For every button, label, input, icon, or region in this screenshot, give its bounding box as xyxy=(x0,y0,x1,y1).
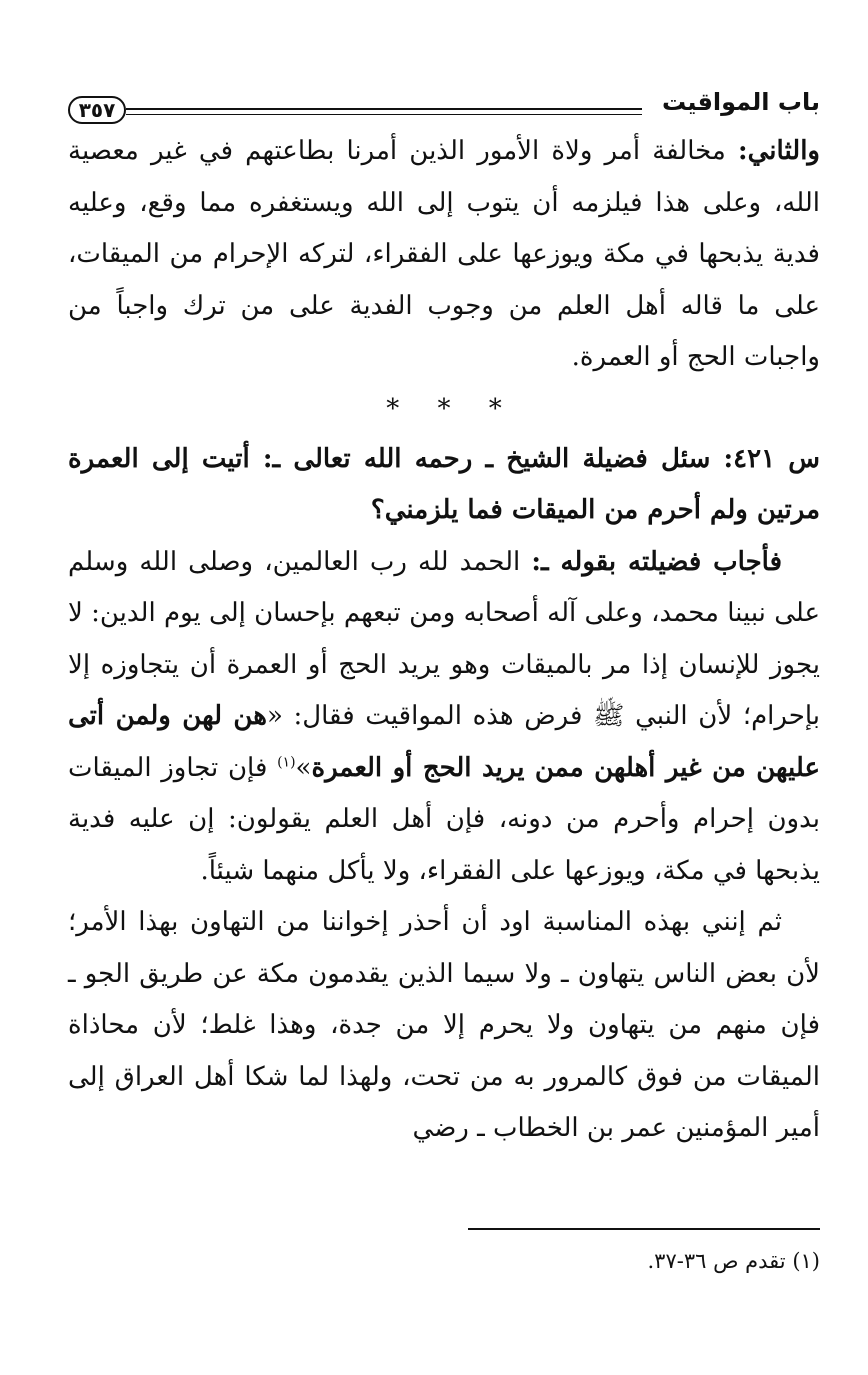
paragraph-second-point xyxy=(68,126,820,384)
answer-paragraph xyxy=(68,537,820,898)
hadith-close-quote: » xyxy=(295,752,312,783)
paragraph-text: مخالفة أمر ولاة الأمور الذين أمرنا بطاعتهم في غير معصية الله، وعلى هذا فيلزمه أن يتوب إلى الله ويستغفره مما وقع، وعليه فدية يذبحها في مكة ويوزعها على الفقراء، لتركه الإحرام من الميقات، على ما قاله أهل العلم من وجوب الفدية على من ترك واجباً من واجبات الحج أو العمرة. xyxy=(68,136,820,372)
question-heading: س ٤٢١: سئل فضيلة الشيخ ـ رحمه الله تعالى ـ: أتيت إلى العمرة مرتين ولم أحرم من الميقات فما يلزمني؟ xyxy=(68,443,820,525)
paragraph-lead: والثاني: xyxy=(738,136,820,166)
footnote-reference[interactable]: (١) xyxy=(277,753,296,770)
footnote-rule xyxy=(468,1228,820,1230)
answer-text-2: فإن تجاوز الميقات بدون إحرام وأحرم من دونه، فإن أهل العلم يقولون: إن عليه فدية يذبحها في مكة، ويوزعها على الفقراء، ولا يأكل منهما شيئاً. xyxy=(68,752,820,886)
chapter-title: باب المواقيت xyxy=(661,88,820,116)
section-separator: * * * xyxy=(386,393,502,424)
page-number: ٣٥٧ xyxy=(68,96,126,124)
warning-paragraph: ثم إنني بهذه المناسبة اود أن أحذر إخواننا من التهاون بهذا الأمر؛ لأن بعض الناس يتهاون ـ ولا سيما الذين يقدمون مكة عن طريق الجو ـ فإن منهم من يتهاون ولا يحرم إلا من جدة، وهذا غلط؛ لأن محاذاة الميقات من فوق كالمرور به من تحت، ولهذا لما شكا أهل العراق إلى أمير المؤمنين عمر بن الخطاب ـ رضي xyxy=(68,907,820,1143)
header-rule xyxy=(126,108,642,115)
hadith-quote: هن لهن ولمن أتى عليهن من غير أهلهن ممن يريد الحج أو العمرة xyxy=(68,701,820,783)
answer-lead: فأجاب فضيلته بقوله ـ: xyxy=(531,546,782,577)
answer-text-1: الحمد لله رب العالمين، وصلى الله وسلم على نبينا محمد، وعلى آله أصحابه ومن تبعهم بإحسان إلى يوم الدين: لا يجوز للإنسان إذا مر بالميقات وهو يريد الحج أو العمرة أن يتجاوزه إلا بإحرام؛ لأن النبي ﷺ فرض هذه المواقيت فقال: « xyxy=(68,546,820,731)
footnote: (١) تقدم ص ٣٦-٣٧. xyxy=(647,1249,820,1273)
page-header xyxy=(68,78,820,126)
book-page xyxy=(68,78,820,1273)
